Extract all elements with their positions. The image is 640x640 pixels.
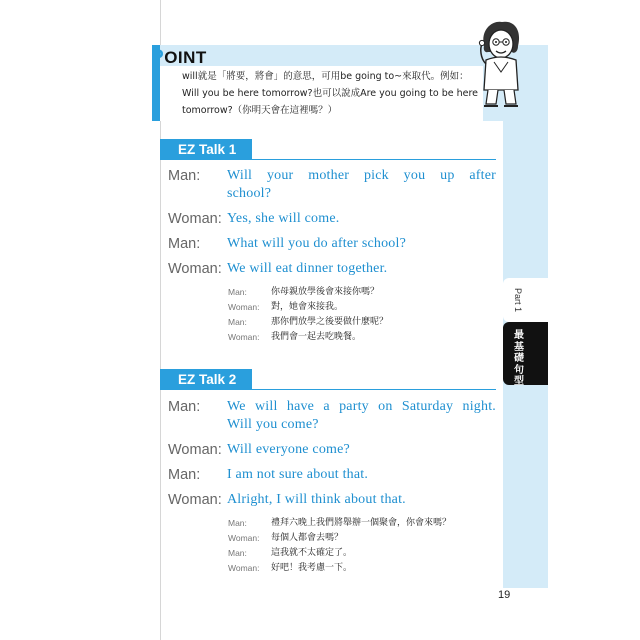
teacher-mascot-icon xyxy=(474,18,524,110)
talk1-rule xyxy=(160,159,496,160)
talk2-tr-speaker-2: Woman: xyxy=(228,533,260,543)
point-text: will就是「將要，將會」的意思，可用be going to~來取代。例如：Will you be here tomorrow?也可以說成Are you going to be here tomorrow?（你明天會在這裡嗎？） xyxy=(182,71,479,116)
talk2-line-2: Will everyone come? xyxy=(227,442,350,457)
talk2-tr-speaker-3: Man: xyxy=(228,548,247,558)
point-title-rest: OINT xyxy=(164,48,207,67)
talk1-speaker-1: Man: xyxy=(168,168,201,184)
talk1-line-1b: school? xyxy=(227,186,272,201)
talk1-title: EZ Talk 1 xyxy=(160,139,252,160)
talk1-tr-speaker-1: Man: xyxy=(228,287,247,297)
talk2-line-4: Alright, I will think about that. xyxy=(227,492,406,507)
talk2-line-1a: We will have a party on Saturday night. xyxy=(227,399,496,414)
talk2-line-1b: Will you come? xyxy=(227,417,319,432)
talk2-tr-speaker-4: Woman: xyxy=(228,563,260,573)
part-tab-label: Part 1 xyxy=(513,287,523,313)
talk2-rule xyxy=(160,389,496,390)
talk2-tr-text-3: 這我就不太確定了。 xyxy=(271,548,353,558)
talk1-line-4: We will eat dinner together. xyxy=(227,261,388,276)
talk1-tr-speaker-3: Man: xyxy=(228,317,247,327)
point-title-initial: P xyxy=(151,47,165,68)
talk2-title: EZ Talk 2 xyxy=(160,369,252,390)
talk2-tr-text-4: 好吧！我考慮一下。 xyxy=(271,563,353,573)
part-tab xyxy=(503,278,548,322)
talk2-tr-speaker-1: Man: xyxy=(228,518,247,528)
talk1-tr-text-2: 對，她會來接我。 xyxy=(271,302,344,312)
talk1-line-3: What will you do after school? xyxy=(227,236,407,251)
talk1-speaker-3: Man: xyxy=(168,236,201,252)
point-title xyxy=(151,48,207,68)
talk2-speaker-1: Man: xyxy=(168,399,201,415)
talk1-tr-speaker-4: Woman: xyxy=(228,332,260,342)
talk2-tr-text-2: 每個人都會去嗎？ xyxy=(271,533,344,543)
talk1-tr-text-3: 那你們放學之後要做什麼呢？ xyxy=(271,317,389,327)
chapter-tab xyxy=(503,322,548,385)
talk1-line-2: Yes, she will come. xyxy=(227,211,340,226)
talk1-tr-speaker-2: Woman: xyxy=(228,302,260,312)
talk1-line-1a: Will your mother pick you up after xyxy=(227,168,496,183)
talk2-tr-text-1: 禮拜六晚上我們將舉辦一個聚會，你會來嗎？ xyxy=(271,518,452,528)
talk1-tr-text-1: 你母親放學後會來接你嗎？ xyxy=(271,287,380,297)
talk2-speaker-3: Man: xyxy=(168,467,201,483)
talk2-speaker-2: Woman: xyxy=(168,442,222,458)
talk1-speaker-2: Woman: xyxy=(168,211,222,227)
chapter-tab-label: 最基礎句型 xyxy=(514,330,524,387)
page-number: 19 xyxy=(498,589,511,601)
talk1-speaker-4: Woman: xyxy=(168,261,222,277)
talk2-line-3: I am not sure about that. xyxy=(227,467,369,482)
talk2-speaker-4: Woman: xyxy=(168,492,222,508)
talk1-tr-text-4: 我們會一起去吃晚餐。 xyxy=(271,332,362,342)
